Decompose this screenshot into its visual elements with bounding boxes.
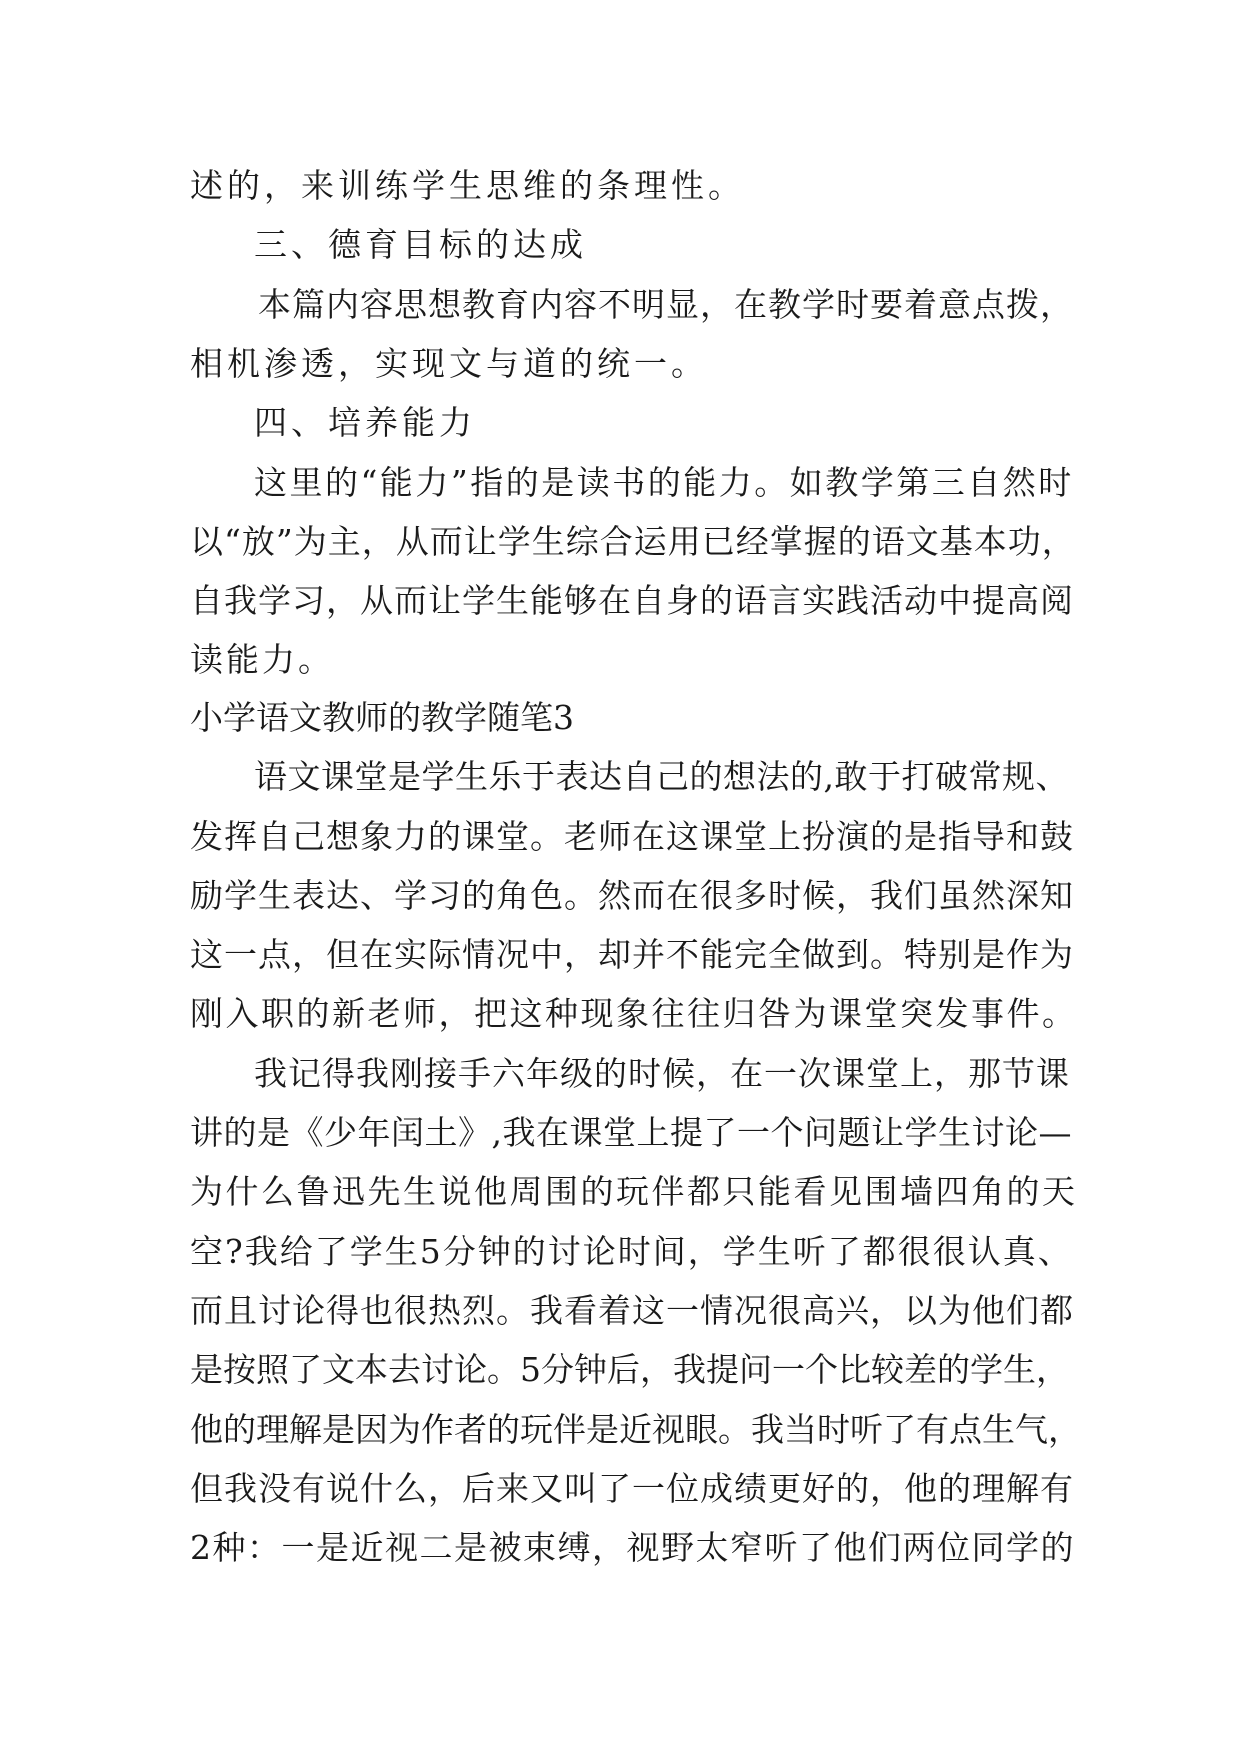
text-line-8: 自我学习，从而让学生能够在自身的语言实践活动中提高阅: [190, 581, 1074, 620]
text-line-15: 刚入职的新老师，把这种现象往往归咎为课堂突发事件。: [190, 994, 1078, 1033]
text-line-4: 相机渗透，实现文与道的统一。: [190, 344, 708, 383]
article-title: 小学语文教师的教学随笔3: [190, 698, 574, 737]
text-line-18: 为什么鲁迅先生说他周围的玩伴都只能看见围墙四角的天: [190, 1172, 1078, 1211]
text-line-11: 语文课堂是学生乐于表达自己的想法的,敢于打破常规、: [254, 757, 1069, 796]
text-line-19: 空?我给了学生5分钟的讨论时间，学生听了都很很认真、: [190, 1232, 1073, 1271]
text-line-3: 本篇内容思想教育内容不明显，在教学时要着意点拨，: [258, 285, 1074, 324]
section-heading-4: 四、培养能力: [254, 403, 476, 442]
text-line-24: 2种：一是近视二是被束缚，视野太窄听了他们两位同学的: [190, 1528, 1075, 1567]
text-line-12: 发挥自己想象力的课堂。老师在这课堂上扮演的是指导和鼓: [190, 817, 1074, 856]
text-line-13: 励学生表达、学习的角色。然而在很多时候，我们虽然深知: [190, 876, 1074, 915]
text-line-16: 我记得我刚接手六年级的时候，在一次课堂上，那节课: [254, 1054, 1070, 1093]
text-line-21: 是按照了文本去讨论。5分钟后，我提问一个比较差的学生，: [190, 1350, 1069, 1389]
text-line-14: 这一点，但在实际情况中，却并不能完全做到。特别是作为: [190, 935, 1074, 974]
text-line-9: 读能力。: [190, 640, 334, 679]
text-line-7: 以“放”为主，从而让学生综合运用已经掌握的语文基本功，: [190, 522, 1076, 561]
text-line-6: 这里的“能力”指的是读书的能力。如教学第三自然时: [254, 463, 1074, 502]
text-line-22: 他的理解是因为作者的玩伴是近视眼。我当时听了有点生气，: [190, 1410, 1081, 1449]
text-line-20: 而且讨论得也很热烈。我看着这一情况很高兴，以为他们都: [190, 1291, 1074, 1330]
text-line-23: 但我没有说什么，后来又叫了一位成绩更好的，他的理解有: [190, 1469, 1074, 1508]
text-line-17: 讲的是《少年闰土》,我在课堂上提了一个问题让学生讨论—: [190, 1113, 1072, 1152]
section-heading-3: 三、德育目标的达成: [254, 225, 587, 264]
text-line-1: 述的，来训练学生思维的条理性。: [190, 166, 745, 205]
